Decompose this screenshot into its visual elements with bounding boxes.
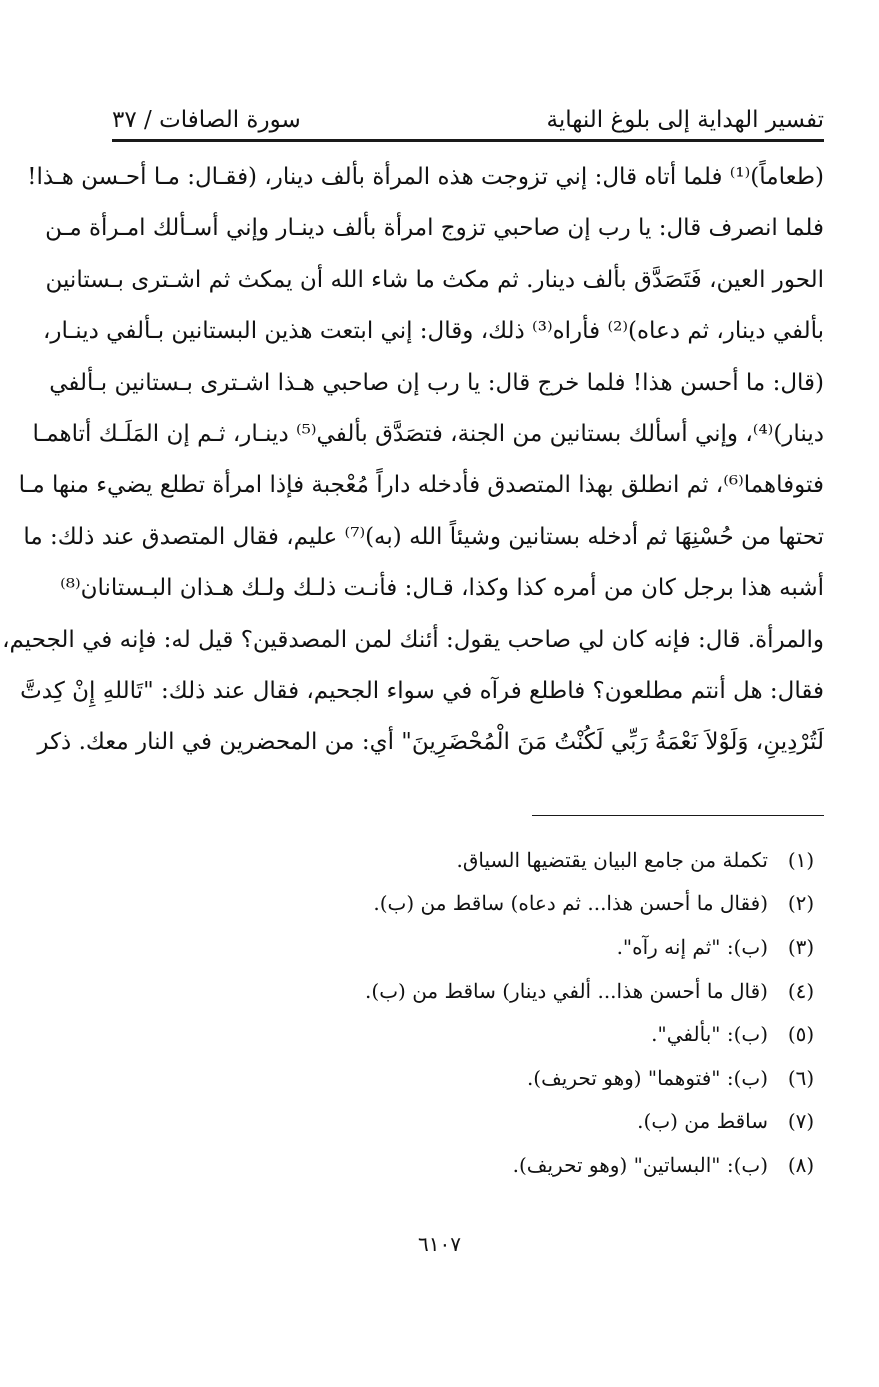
running-header — [112, 96, 824, 136]
text-line: فقال: هل أنتم مطلعون؟ فاطلع فرآه في سواء الجحيم، فقال عند ذلك: "تَاللهِ إِنْ كِدتَّ — [20, 678, 824, 705]
footnotes-section — [112, 838, 824, 1187]
footnote-text: (ب): "فتوهما" (وهو تحريف). — [526, 1065, 768, 1090]
footnote-item — [112, 1056, 824, 1100]
page-number: ٦١٠٧ — [418, 1232, 461, 1256]
text-line: فتوفاهما⁽⁶⁾، ثم انطلق بهذا المتصدق فأدخله داراً مُعْجبة فإذا امرأة تطلع يضيء منها مـا — [18, 472, 824, 499]
text-line: دينار)⁽⁴⁾، وإني أسألك بستانين من الجنة، فتصَدَّق بألفي⁽⁵⁾ دينـار، ثـم إن المَلَـك أتاهمـا — [32, 421, 824, 448]
text-line: الحور العين، فَتَصَدَّق بألف دينار. ثم مكث ما شاء الله أن يمكث ثم اشـترى بـستانين — [45, 266, 824, 293]
footnote-text: ساقط من (ب). — [637, 1109, 768, 1134]
footnote-item — [112, 925, 824, 969]
footnote-text: (ب): "بألفي". — [651, 1022, 768, 1047]
text-line: تحتها من حُسْنِهَا ثم أدخله بستانين وشيئاً الله (به)⁽⁷⁾ عليم، فقال المتصدق عند ذلك: ما — [23, 523, 824, 550]
footnote-number: (٢) — [787, 891, 815, 916]
footnote-item — [112, 1143, 824, 1187]
header-divider — [112, 139, 824, 142]
footnote-item — [112, 882, 824, 926]
footnote-item — [112, 1100, 824, 1144]
book-title: تفسير الهداية إلى بلوغ النهاية — [546, 107, 824, 133]
footnote-item — [112, 1012, 824, 1056]
footnote-item — [112, 838, 824, 882]
text-line: بألفي دينار، ثم دعاه)⁽²⁾ فأراه⁽³⁾ ذلك، وقال: إني ابتعت هذين البستانين بـألفي دينـار، — [42, 318, 824, 345]
footnote-number: (٦) — [787, 1065, 815, 1090]
footnote-text: تكملة من جامع البيان يقتضيها السياق. — [456, 847, 768, 872]
footnote-number: (٧) — [787, 1109, 815, 1134]
text-line: لَتُرْدِينِ، وَلَوْلاَ نَعْمَةُ رَبِّي لَكُنْتُ مَنَ الْمُحْضَرِينَ" أي: من المحضرين في النار معك. ذكر — [37, 729, 824, 756]
text-line: (قال: ما أحسن هذا! فلما خرج قال: يا رب إن صاحبي هـذا اشـترى بـستانين بـألفي — [49, 369, 824, 396]
footnote-divider — [532, 815, 824, 816]
footnote-number: (٥) — [787, 1022, 815, 1047]
surah-label: سورة الصافات / ٣٧ — [112, 107, 301, 133]
footnote-text: (ب): "ثم إنه رآه". — [616, 934, 768, 959]
footnote-number: (٣) — [787, 934, 815, 959]
footnote-number: (٨) — [787, 1152, 815, 1177]
footnote-number: (٤) — [787, 978, 815, 1003]
footnote-text: (ب): "البساتين" (وهو تحريف). — [512, 1152, 768, 1177]
footnote-item — [112, 969, 824, 1013]
text-line: (طعاماً)⁽¹⁾ فلما أتاه قال: إني تزوجت هذه المرأة بألف دينار، (فقـال: مـا أحـسن هـذا! — [27, 164, 824, 190]
footnote-text: (قال ما أحسن هذا... ألفي دينار) ساقط من (ب). — [365, 978, 768, 1003]
text-line: فلما انصرف قال: يا رب إن صاحبي تزوج امرأة بألف دينـار وإني أسـألك امـرأة مـن — [45, 215, 824, 242]
text-line: والمرأة. قال: فإنه كان لي صاحب يقول: أئنك لمن المصدقين؟ قيل له: فإنه في الجحيم، — [2, 626, 824, 653]
footnote-text: (فقال ما أحسن هذا... ثم دعاه) ساقط من (ب). — [373, 891, 768, 916]
main-text — [2, 152, 824, 769]
text-line: أشبه هذا برجل كان من أمره كذا وكذا، قـال: فأنـت ذلـك ولـك هـذان البـستانان⁽⁸⁾ — [60, 575, 824, 602]
footnote-number: (١) — [787, 847, 815, 872]
